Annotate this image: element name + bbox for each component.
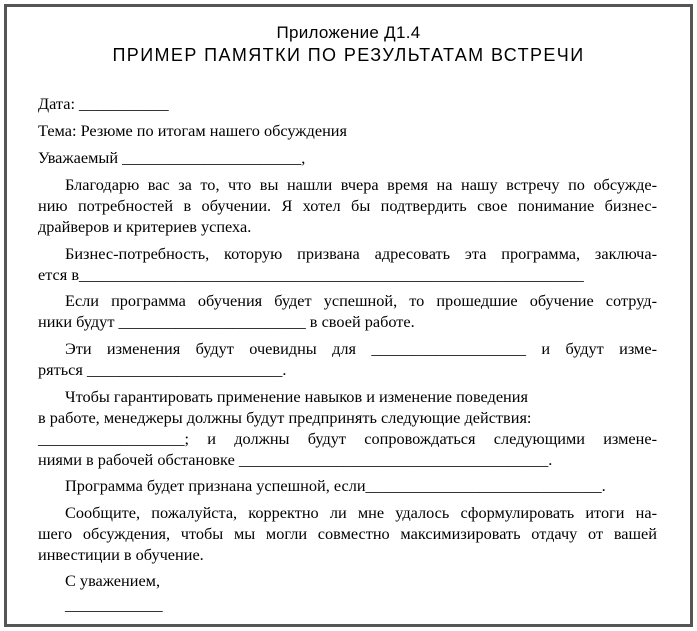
paragraph-line: ниями в рабочей обстановке ______________________________________. — [38, 450, 553, 469]
paragraph-line: ники будут _______________________ в своей работе. — [38, 312, 415, 331]
document-title: ПРИМЕР ПАМЯТКИ ПО РЕЗУЛЬТАТАМ ВСТРЕЧИ — [112, 45, 585, 65]
paragraph-line: Благодарю вас за то, что вы нашли вчера время на нашу встречу по обсужде- — [65, 175, 657, 194]
paragraph-line: ряться ________________________. — [38, 360, 287, 379]
paragraph-line: Чтобы гарантировать применение навыков и изменение поведения — [65, 387, 528, 406]
paragraph-line: ется в______________________________________________________________ — [38, 265, 584, 284]
paragraph-line: Сообщите, пожалуйста, корректно ли мне удалось сформулировать итоги на- — [65, 503, 657, 522]
document-frame — [4, 4, 693, 627]
signature-line: ____________ — [65, 595, 163, 614]
subject-line: Тема: Резюме по итогам нашего обсуждения — [38, 121, 347, 140]
paragraph-line: нию потребностей в обучении. Я хотел бы подтвердить свое понимание бизнес- — [38, 196, 657, 215]
paragraph-line: инвестиции в обучение. — [38, 545, 204, 564]
closing-line: С уважением, — [65, 571, 161, 590]
paragraph-line: в работе, менеджеры должны будут предпринять следующие действия: — [38, 408, 532, 427]
paragraph-line: Программа будет признана успешной, если_____________________________. — [65, 476, 606, 495]
salutation-line: Уважаемый ______________________, — [38, 148, 306, 167]
appendix-label: Приложение Д1.4 — [276, 23, 421, 42]
paragraph-line: Эти изменения будут очевидны для ___________________ и будут изме- — [65, 339, 657, 358]
paragraph-line: драйверов и критериев успеха. — [38, 217, 252, 236]
date-line: Дата: ___________ — [38, 94, 169, 113]
paragraph-line: Бизнес-потребность, которую призвана адресовать эта программа, заключа- — [65, 244, 657, 263]
paragraph-line: Если программа обучения будет успешной, то прошедшие обучение сотруд- — [65, 291, 657, 310]
paragraph-line: шего обсуждения, чтобы мы могли совместно максимизировать отдачу от вашей — [38, 524, 657, 543]
paragraph-line: __________________; и должны будут сопровождаться следующими измене- — [38, 429, 657, 448]
